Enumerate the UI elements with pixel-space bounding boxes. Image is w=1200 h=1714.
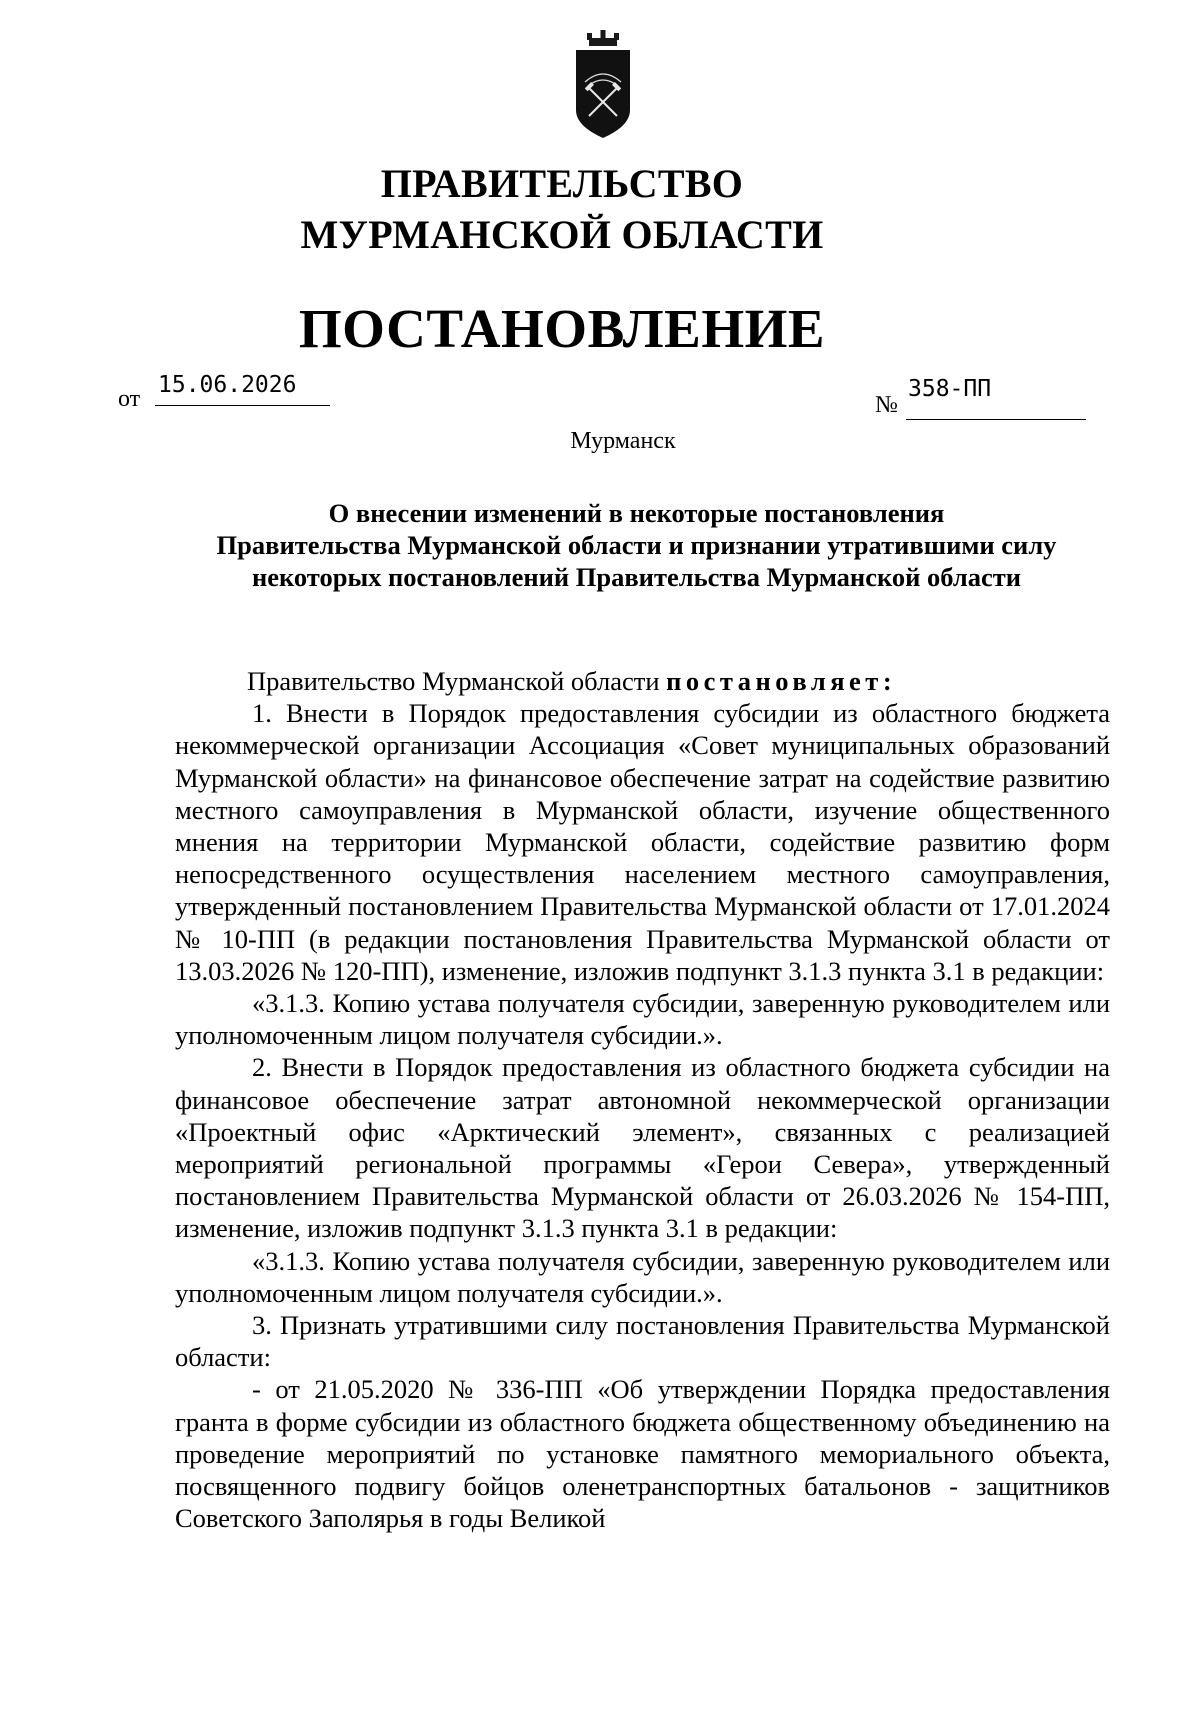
- document-subject: [120, 497, 1153, 593]
- date-label: от: [118, 386, 141, 412]
- intro-paragraph: [175, 665, 1110, 697]
- paragraph-3: 3. Признать утратившими силу постановления Правительства Мурманской области:: [175, 1310, 1110, 1373]
- paragraph-2: 2. Внести в Порядок предоставления из областного бюджета субсидии на финансовое обеспечение затрат автономной некоммерческой организации «Проектный офис «Арктический элемент», связанных с реализацией мероприятий региональной программы «Герои Севера», утвержденный постановлением Правительства Мурманской области от 26.03.2026 № 154-ПП, изменение, изложив подпункт 3.1.3 пункта 3.1 в редакции:: [175, 1052, 1110, 1244]
- paragraph-3-item-1: - от 21.05.2020 № 336-ПП «Об утверждении Порядка предоставления гранта в форме субсидии из областного бюджета общественному объединению на проведение мероприятий по установке памятного мемориального объекта, посвященного подвигу бойцов оленетранспортных батальонов - защитников Советского Заполярья в годы Великой: [175, 1374, 1110, 1534]
- subject-line1: О внесении изменений в некоторые постановления: [328, 498, 945, 528]
- number-value: 358-ПП: [906, 376, 1086, 420]
- quote-1: «3.1.3. Копию устава получателя субсидии, заверенную руководителем или уполномоченным лицом получателя субсидии.».: [175, 988, 1110, 1051]
- intro-text: Правительство Мурманской области: [247, 666, 667, 696]
- organization-name-line1: ПРАВИТЕЛЬСТВО: [380, 161, 744, 206]
- date-value: 15.06.2026: [155, 372, 330, 406]
- quote-2: «3.1.3. Копию устава получателя субсидии, заверенную руководителем или уполномоченным лицом получателя субсидии.».: [175, 1245, 1110, 1308]
- document-body: [175, 665, 1110, 1534]
- subject-line2: Правительства Мурманской области и признании утратившими силу: [216, 530, 1057, 560]
- number-label: №: [875, 392, 898, 418]
- document-type: ПОСТАНОВЛЕНИЕ: [298, 298, 826, 359]
- city-name: Мурманск: [570, 428, 676, 454]
- paragraph-1: 1. Внести в Порядок предоставления субсидии из областного бюджета некоммерческой организации Ассоциация «Совет муниципальных образований Мурманской области» на финансовое обеспечение затрат на содействие развитию местного самоуправления в Мурманской области, изучение общественного мнения на территории Мурманской области, содействие развитию форм непосредственного осуществления населением местного самоуправления, утвержденный постановлением Правительства Мурманской области от 17.01.2024 № 10-ПП (в редакции постановления Правительства Мурманской области от 13.03.2026 № 120-ПП), изменение, изложив подпункт 3.1.3 пункта 3.1 в редакции:: [175, 698, 1110, 986]
- decree-keyword: постановляет: [666, 666, 883, 696]
- coat-of-arms-emblem: [573, 30, 633, 142]
- decree-keyword-colon: :: [882, 666, 897, 696]
- organization-name: [0, 158, 1124, 260]
- organization-name-line2: МУРМАНСКОЙ ОБЛАСТИ: [300, 212, 824, 257]
- subject-line3: некоторых постановлений Правительства Мурманской области: [251, 562, 1022, 592]
